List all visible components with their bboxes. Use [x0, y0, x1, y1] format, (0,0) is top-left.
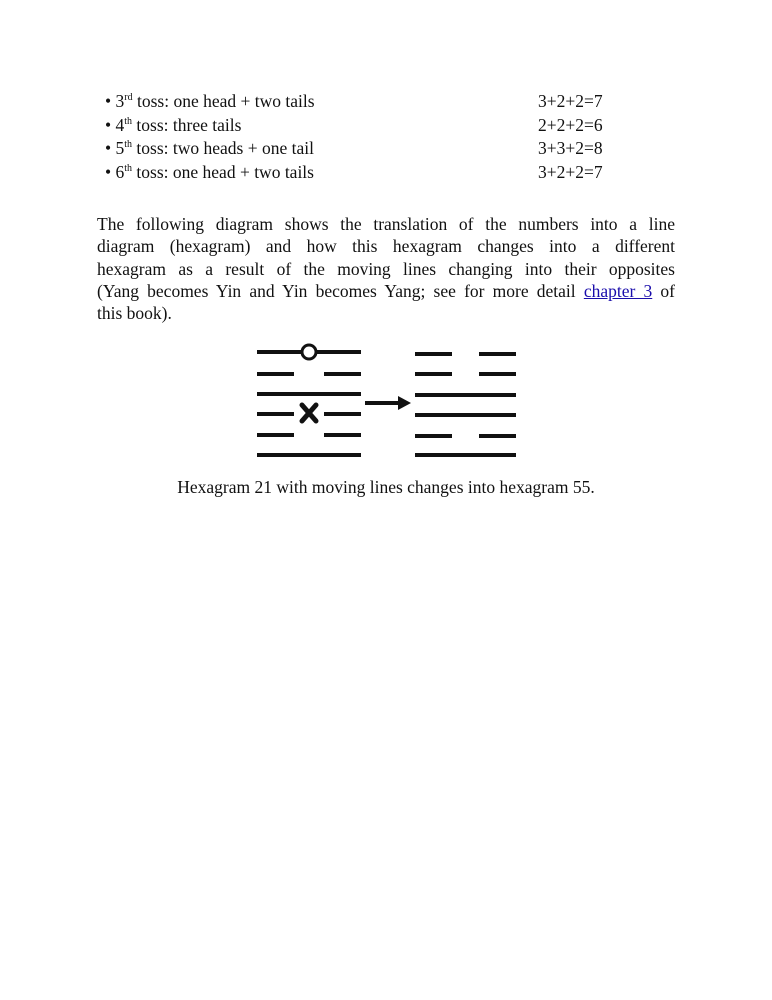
yang-line — [415, 393, 516, 397]
toss-description: • 6th toss: one head + two tails — [105, 161, 314, 182]
hexagram-diagram — [255, 340, 520, 465]
yin-line — [415, 352, 516, 356]
hexagram-55 — [415, 352, 516, 457]
yin-line — [257, 433, 361, 437]
yin-line — [415, 372, 516, 376]
paragraph-line: this book). — [97, 303, 172, 324]
yin-moving-line — [257, 405, 361, 421]
yang-line — [257, 453, 361, 457]
yang-line — [415, 413, 516, 417]
hexagram-21 — [257, 345, 361, 457]
yang-line — [257, 392, 361, 396]
toss-sum: 3+2+2=7 — [538, 161, 603, 182]
toss-sum: 2+2+2=6 — [538, 114, 603, 135]
yin-line — [415, 434, 516, 438]
figure-caption: Hexagram 21 with moving lines changes into hexagram 55. — [177, 477, 595, 497]
toss-description: • 5th toss: two heads + one tail — [105, 138, 314, 159]
chapter-link[interactable]: chapter 3 — [583, 280, 653, 301]
yang-moving-line — [257, 345, 361, 359]
paragraph-line: The following diagram shows the translation of the numbers into a line — [97, 214, 675, 234]
list-item — [105, 137, 625, 161]
toss-sum: 3+3+2=8 — [538, 138, 603, 159]
body-paragraph — [97, 213, 675, 324]
toss-description: • 3rd toss: one head + two tails — [105, 91, 315, 111]
toss-description: • 4th toss: three tails — [105, 114, 242, 135]
right-arrow-icon — [365, 396, 411, 410]
list-item — [105, 114, 625, 138]
paragraph-line: hexagram as a result of the moving lines changing into their opposites — [97, 258, 675, 279]
yang-line — [415, 453, 516, 457]
yin-line — [257, 372, 361, 376]
list-item — [105, 90, 625, 114]
list-item — [105, 161, 625, 185]
paragraph-line: (Yang becomes Yin and Yin becomes Yang; see for more detail chapter 3 of — [97, 280, 676, 301]
toss-sum: 3+2+2=7 — [538, 91, 603, 111]
toss-list — [105, 90, 625, 184]
paragraph-line: diagram (hexagram) and how this hexagram changes into a different — [97, 236, 675, 257]
